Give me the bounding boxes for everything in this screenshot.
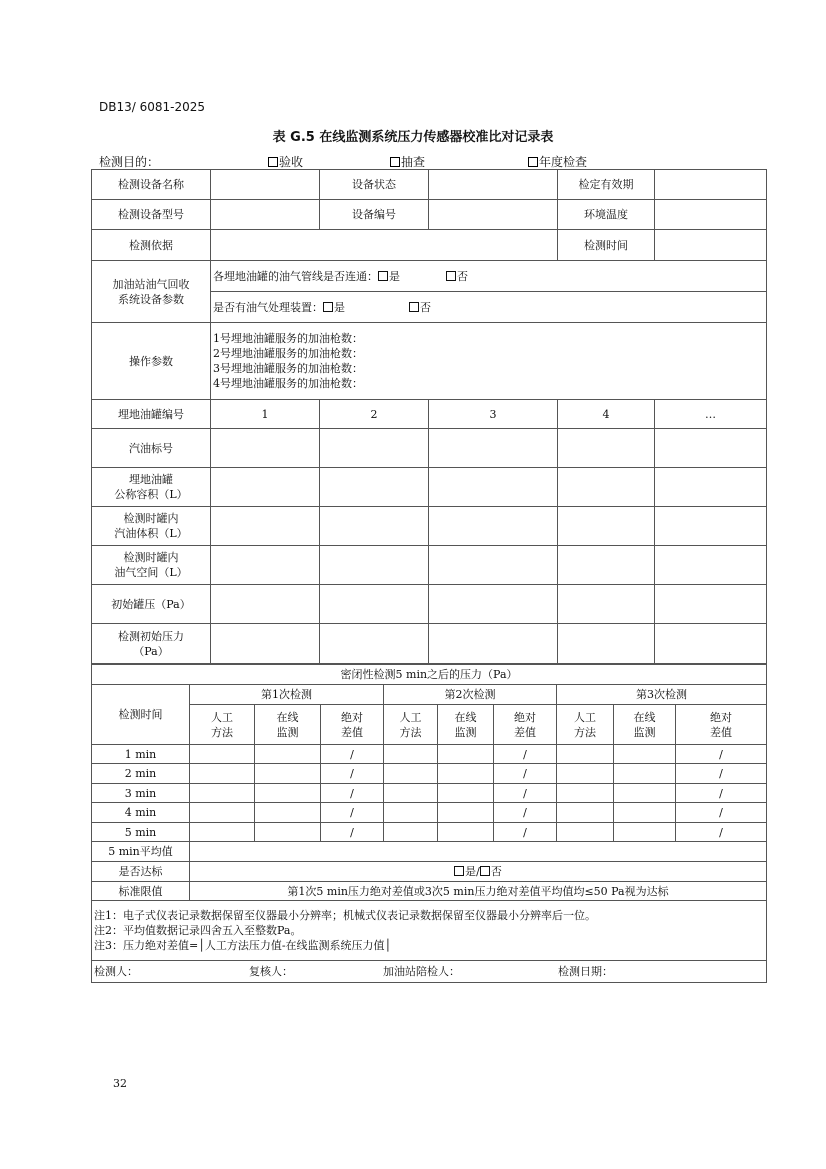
value-cell[interactable] (255, 784, 321, 803)
tank-number-label: 埋地油罐编号 (92, 400, 211, 429)
value-cell[interactable] (614, 745, 676, 764)
diff-cell[interactable]: / (321, 784, 384, 803)
tank-number-more: … (655, 400, 767, 429)
minute-label: 4 min (92, 803, 190, 823)
tank-row-label: 汽油标号 (92, 429, 211, 468)
tank-cell[interactable] (211, 624, 320, 664)
sub-header-manual: 人工 方法 (384, 705, 438, 745)
pipeline-connected-question: 各埋地油罐的油气管线是否连通： 是 否 (211, 261, 767, 292)
value-cell[interactable] (614, 784, 676, 803)
value-cell[interactable] (614, 764, 676, 784)
recovery-label: 加油站油气回收 系统设备参数 (92, 261, 211, 323)
test-time-value[interactable] (655, 230, 767, 261)
operation-label: 操作参数 (92, 323, 211, 400)
value-cell[interactable] (557, 803, 614, 823)
tank-cell[interactable] (211, 468, 320, 507)
checkbox-icon[interactable] (378, 271, 388, 281)
value-cell[interactable] (557, 823, 614, 842)
value-cell[interactable] (438, 823, 494, 842)
value-cell[interactable] (255, 803, 321, 823)
checkbox-icon[interactable] (446, 271, 456, 281)
test-time-header: 检测时间 (92, 685, 190, 745)
checkbox-icon (528, 157, 538, 167)
checkbox-icon (268, 157, 278, 167)
minute-label: 5 min (92, 823, 190, 842)
tank-row-label: 检测时罐内 汽油体积（L） (92, 507, 211, 546)
checkbox-icon[interactable] (454, 866, 464, 876)
tank-number: 1 (211, 400, 320, 429)
sub-header-diff: 绝对 差值 (494, 705, 557, 745)
ambient-temp-label: 环境温度 (558, 200, 655, 230)
device-name-label: 检测设备名称 (92, 170, 211, 200)
tank-cell[interactable] (655, 468, 767, 507)
value-cell[interactable] (557, 784, 614, 803)
value-cell[interactable] (190, 803, 255, 823)
value-cell[interactable] (190, 745, 255, 764)
inspector-label: 检测人： (94, 965, 138, 978)
checkbox-icon[interactable] (480, 866, 490, 876)
tank-row-label: 埋地油罐 公称容积（L） (92, 468, 211, 507)
vapor-processor-question: 是否有油气处理装置： 是 否 (211, 292, 767, 323)
pass-options[interactable]: 是/ 否 (190, 862, 767, 882)
minute-label: 2 min (92, 764, 190, 784)
value-cell[interactable] (438, 803, 494, 823)
value-cell[interactable] (255, 745, 321, 764)
page-number: 32 (113, 1077, 127, 1090)
value-cell[interactable] (255, 764, 321, 784)
validity-value[interactable] (655, 170, 767, 200)
tank-cell[interactable] (655, 429, 767, 468)
standard-code: DB13/ 6081-2025 (99, 100, 206, 114)
diff-cell[interactable]: / (676, 784, 767, 803)
operation-params[interactable]: 1号埋地油罐服务的加油枪数： 2号埋地油罐服务的加油枪数： 3号埋地油罐服务的加油枪数： 4号埋地油罐服务的加油枪数： (211, 323, 767, 400)
pressure-table (91, 664, 767, 983)
page-title: 表 G.5 在线监测系统压力传感器校准比对记录表 (272, 130, 554, 145)
diff-cell[interactable]: / (676, 745, 767, 764)
purpose-option-annual[interactable]: 年度检查 (528, 153, 587, 170)
tank-cell[interactable] (429, 429, 558, 468)
tank-cell[interactable] (320, 429, 429, 468)
value-cell[interactable] (384, 803, 438, 823)
minute-row (92, 803, 767, 823)
notes: 注1：电子式仪表记录数据保留至仪器最小分辨率；机械式仪表记录数据保留至仪器最小分辨率后一位。 注2：平均值数据记录四舍五入至整数Pa。 注3：压力绝对差值=│人工方法压力值-在线监测系统压力值│ (92, 901, 767, 961)
test-date-label: 检测日期： (558, 965, 613, 978)
tank-cell[interactable] (320, 624, 429, 664)
sub-header-online: 在线 监测 (255, 705, 321, 745)
value-cell[interactable] (438, 764, 494, 784)
device-status-value[interactable] (429, 170, 558, 200)
round-header: 第1次检测 (190, 685, 384, 705)
tank-cell[interactable] (211, 429, 320, 468)
tank-cell[interactable] (211, 546, 320, 585)
value-cell[interactable] (384, 764, 438, 784)
minute-row (92, 745, 767, 764)
device-status-label: 设备状态 (320, 170, 429, 200)
diff-cell[interactable]: / (321, 745, 384, 764)
device-model-value[interactable] (211, 200, 320, 230)
purpose-option-spot-check[interactable]: 抽查 (390, 153, 425, 170)
tank-number: 4 (558, 400, 655, 429)
minute-row (92, 784, 767, 803)
diff-cell[interactable]: / (321, 803, 384, 823)
pass-label: 是否达标 (92, 862, 190, 882)
checkbox-icon[interactable] (409, 302, 419, 312)
tank-row-label: 初始罐压（Pa） (92, 585, 211, 624)
value-cell[interactable] (384, 823, 438, 842)
basis-value[interactable] (211, 230, 558, 261)
tank-cell[interactable] (320, 468, 429, 507)
value-cell[interactable] (557, 745, 614, 764)
sub-header-manual: 人工 方法 (557, 705, 614, 745)
value-cell[interactable] (190, 823, 255, 842)
round-header: 第2次检测 (384, 685, 557, 705)
diff-cell[interactable]: / (676, 764, 767, 784)
tank-row-label: 检测初始压力 （Pa） (92, 624, 211, 664)
diff-cell[interactable]: / (494, 803, 557, 823)
tank-cell[interactable] (558, 507, 655, 546)
limit-value: 第1次5 min压力绝对差值或3次5 min压力绝对差值平均值均≤50 Pa视为达标 (190, 882, 767, 901)
diff-cell[interactable]: / (494, 823, 557, 842)
device-name-value[interactable] (211, 170, 320, 200)
minute-row (92, 823, 767, 842)
tank-cell[interactable] (320, 585, 429, 624)
sub-header-online: 在线 监测 (614, 705, 676, 745)
limit-label: 标准限值 (92, 882, 190, 901)
value-cell[interactable] (255, 823, 321, 842)
tank-cell[interactable] (429, 585, 558, 624)
tank-cell[interactable] (429, 546, 558, 585)
checkbox-icon[interactable] (323, 302, 333, 312)
minute-row (92, 764, 767, 784)
tank-cell[interactable] (558, 429, 655, 468)
diff-cell[interactable]: / (494, 784, 557, 803)
device-serial-label: 设备编号 (320, 200, 429, 230)
average-label: 5 min平均值 (92, 842, 190, 862)
value-cell[interactable] (614, 803, 676, 823)
tank-cell[interactable] (429, 468, 558, 507)
sub-header-diff: 绝对 差值 (676, 705, 767, 745)
tank-cell[interactable] (558, 468, 655, 507)
diff-cell[interactable]: / (676, 823, 767, 842)
diff-cell[interactable]: / (494, 764, 557, 784)
minute-label: 1 min (92, 745, 190, 764)
sub-header-manual: 人工 方法 (190, 705, 255, 745)
station-escort-label: 加油站陪检人： (383, 965, 460, 978)
tank-cell[interactable] (429, 624, 558, 664)
tank-cell[interactable] (211, 585, 320, 624)
value-cell[interactable] (190, 764, 255, 784)
tank-cell[interactable] (558, 585, 655, 624)
tank-cell[interactable] (655, 507, 767, 546)
value-cell[interactable] (190, 784, 255, 803)
diff-cell[interactable]: / (494, 745, 557, 764)
device-model-label: 检测设备型号 (92, 200, 211, 230)
sub-header-diff: 绝对 差值 (321, 705, 384, 745)
device-table (91, 169, 767, 664)
device-serial-value[interactable] (429, 200, 558, 230)
purpose-label: 检测目的： (99, 155, 160, 169)
ambient-temp-value[interactable] (655, 200, 767, 230)
section-title: 密闭性检测5 min之后的压力（Pa） (92, 665, 767, 685)
tank-cell[interactable] (655, 624, 767, 664)
tank-cell[interactable] (655, 546, 767, 585)
signature-row (92, 961, 767, 983)
basis-label: 检测依据 (92, 230, 211, 261)
tank-cell[interactable] (558, 624, 655, 664)
tank-cell[interactable] (429, 507, 558, 546)
tank-cell[interactable] (655, 585, 767, 624)
reviewer-label: 复核人： (249, 965, 293, 978)
round-header: 第3次检测 (557, 685, 767, 705)
validity-label: 检定有效期 (558, 170, 655, 200)
value-cell[interactable] (614, 823, 676, 842)
value-cell[interactable] (384, 784, 438, 803)
test-time-label: 检测时间 (558, 230, 655, 261)
tank-cell[interactable] (211, 507, 320, 546)
tank-cell[interactable] (320, 507, 429, 546)
diff-cell[interactable]: / (321, 764, 384, 784)
tank-number: 2 (320, 400, 429, 429)
tank-cell[interactable] (558, 546, 655, 585)
value-cell[interactable] (438, 784, 494, 803)
tank-cell[interactable] (320, 546, 429, 585)
tank-row-label: 检测时罐内 油气空间（L） (92, 546, 211, 585)
value-cell[interactable] (557, 764, 614, 784)
diff-cell[interactable]: / (321, 823, 384, 842)
value-cell[interactable] (384, 745, 438, 764)
diff-cell[interactable]: / (676, 803, 767, 823)
purpose-option-acceptance[interactable]: 验收 (268, 153, 303, 170)
sub-header-online: 在线 监测 (438, 705, 494, 745)
average-value[interactable] (190, 842, 767, 862)
tank-number: 3 (429, 400, 558, 429)
value-cell[interactable] (438, 745, 494, 764)
minute-label: 3 min (92, 784, 190, 803)
checkbox-icon (390, 157, 400, 167)
